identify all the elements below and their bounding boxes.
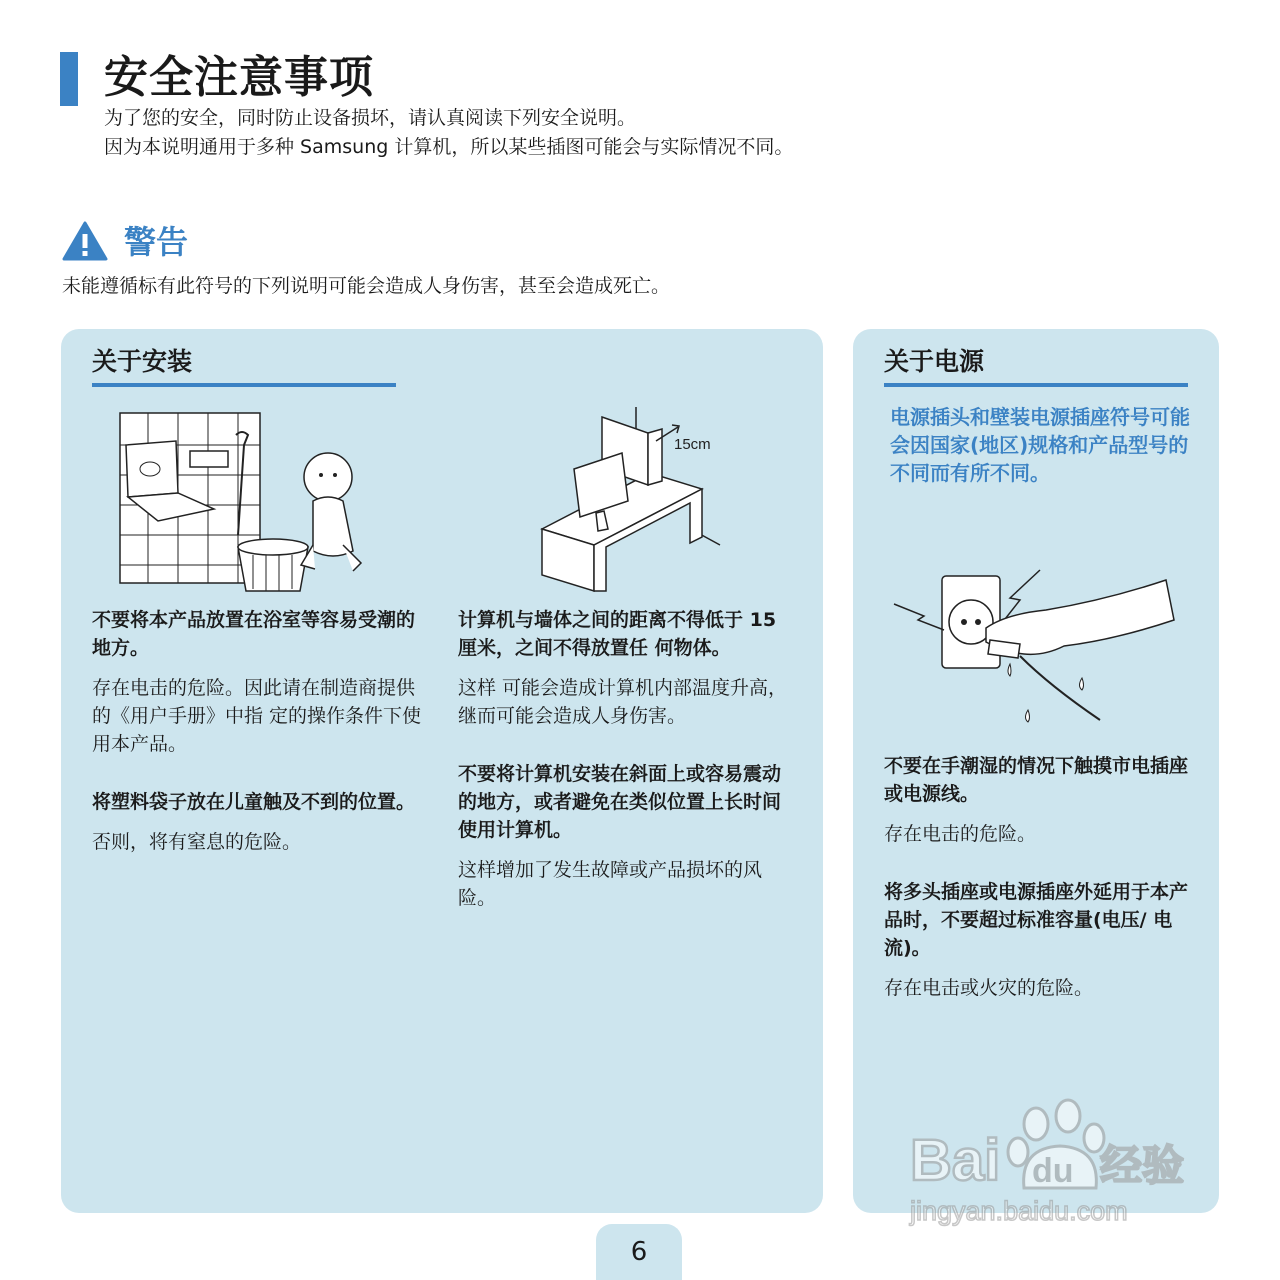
wall-distance-text: 这样 可能会造成计算机内部温度升高，继而可能会造成人身伤害。 bbox=[458, 677, 788, 727]
wall-distance-heading: 计算机与墙体之间的距离不得低于 15 厘米，之间不得放置任 何物体。 bbox=[458, 609, 777, 659]
installation-title-rule bbox=[92, 383, 396, 387]
power-title: 关于电源 bbox=[884, 347, 985, 376]
warning-title: 警告 bbox=[124, 223, 189, 261]
installation-col2 bbox=[458, 606, 798, 942]
installation-title: 关于安装 bbox=[92, 347, 193, 376]
intro-line-2: 因为本说明通用于多种 Samsung 计算机，所以某些插图可能会与实际情况不同。 bbox=[104, 136, 794, 158]
page-number: 6 bbox=[630, 1237, 648, 1267]
plastic-bag-warning-text: 否则，将有窒息的危险。 bbox=[92, 831, 302, 853]
title-accent-bar bbox=[60, 52, 78, 106]
desk-illustration bbox=[538, 405, 723, 595]
warning-triangle-icon bbox=[62, 221, 108, 261]
svg-text:Bai: Bai bbox=[910, 1128, 1001, 1193]
wet-hand-warning-text: 存在电击的危险。 bbox=[884, 823, 1037, 845]
slope-warning-heading: 不要将计算机安装在斜面上或容易震动的地方，或者避免在类似位置上长时间使用计算机。 bbox=[458, 763, 782, 841]
power-title-rule bbox=[884, 383, 1188, 387]
power-strip-warning-heading: 将多头插座或电源插座外延用于本产品时，不要超过标准容量(电压/ 电流)。 bbox=[884, 881, 1189, 959]
distance-label: 15cm bbox=[674, 436, 711, 453]
warning-description: 未能遵循标有此符号的下列说明可能会造成人身伤害，甚至会造成死亡。 bbox=[62, 275, 671, 297]
wet-hand-plug-illustration bbox=[890, 566, 1180, 736]
power-strip-warning-text: 存在电击或火灾的危险。 bbox=[884, 977, 1094, 999]
slope-warning-text: 这样增加了发生故障或产品损坏的风险。 bbox=[458, 859, 763, 909]
svg-text:经验: 经验 bbox=[1100, 1141, 1185, 1190]
bathroom-warning-heading: 不要将本产品放置在浴室等容易受潮的地方。 bbox=[92, 609, 416, 659]
wet-hand-warning-heading: 不要在手潮湿的情况下触摸市电插座或电源线。 bbox=[884, 755, 1189, 805]
power-text bbox=[884, 752, 1194, 1032]
watermark-url: jingyan.baidu.com bbox=[910, 1196, 1128, 1226]
bathroom-warning-text: 存在电击的危险。因此请在制造商提供的《用户手册》中指 定的操作条件下使用本产品。 bbox=[92, 677, 422, 755]
bathroom-illustration bbox=[118, 405, 380, 595]
svg-text:du: du bbox=[1032, 1152, 1074, 1190]
power-plug-note: 电源插头和壁装电源插座符号可能会因国家(地区)规格和产品型号的不同而有所不同。 bbox=[890, 405, 1190, 485]
installation-col1 bbox=[92, 606, 432, 886]
baidu-watermark-logo bbox=[908, 1098, 1208, 1228]
plastic-bag-warning-heading: 将塑料袋子放在儿童触及不到的位置。 bbox=[92, 791, 416, 813]
page-title: 安全注意事项 bbox=[104, 52, 374, 103]
intro-line-1: 为了您的安全，同时防止设备损坏，请认真阅读下列安全说明。 bbox=[104, 107, 637, 129]
